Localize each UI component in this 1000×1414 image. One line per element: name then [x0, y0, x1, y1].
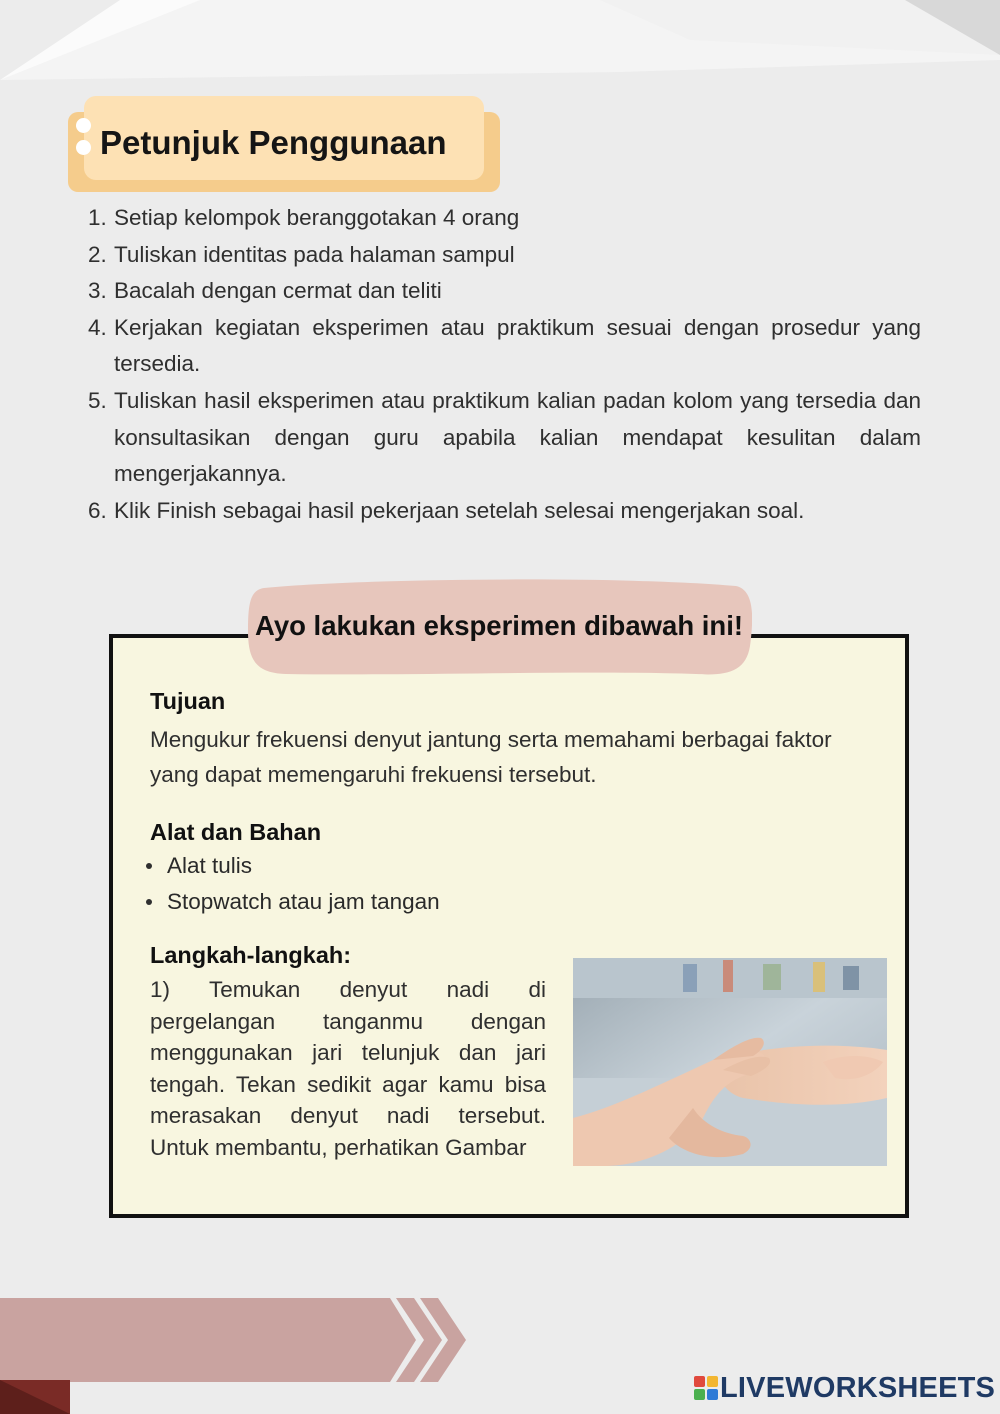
instruction-item	[88, 200, 921, 237]
experiment-header-badge	[246, 576, 752, 678]
instruction-list	[88, 200, 921, 529]
instruction-item	[88, 383, 921, 493]
instruction-item	[88, 310, 921, 383]
steps-title: Langkah-langkah:	[150, 942, 352, 968]
tools-title: Alat dan Bahan	[150, 819, 322, 845]
tools-list	[144, 848, 440, 920]
step-line: merasakan denyut nadi tersebut.	[150, 1103, 546, 1129]
instruction-text: Tuliskan hasil eksperimen atau praktikum kalian padan kolom yang tersedia dan konsultasikan dengan guru apabila kalian mendapat kesulitan dalam mengerjakannya.	[114, 387, 921, 487]
instruction-number: 5.	[88, 387, 107, 413]
instruction-item	[88, 493, 921, 530]
instruction-text: Setiap kelompok beranggotakan 4 orang	[114, 205, 520, 230]
instruction-text: Kerjakan kegiatan eksperimen atau praktikum sesuai dengan prosedur yang tersedia.	[114, 314, 921, 377]
instruction-text: Tuliskan identitas pada halaman sampul	[114, 241, 515, 267]
footer-decoration	[0, 1298, 470, 1414]
section-title-badge	[68, 96, 500, 196]
step-line: 1) Temukan denyut nadi di	[150, 977, 546, 1002]
instruction-number: 2.	[88, 241, 107, 267]
step-line: tengah. Tekan sedikit agar kamu bisa	[150, 1071, 546, 1097]
instruction-text: Bacalah dengan cermat dan teliti	[114, 278, 442, 304]
instruction-number: 6.	[88, 497, 107, 523]
tools-item: Stopwatch atau jam tangan	[144, 884, 440, 920]
step-1-text	[150, 974, 546, 1164]
liveworksheets-logo-icon	[694, 1376, 718, 1400]
brand-name: LIVEWORKSHEETS	[720, 1371, 996, 1404]
instruction-number: 1.	[88, 205, 107, 230]
experiment-heading: Ayo lakukan eksperimen dibawah ini!	[254, 610, 744, 641]
tools-item: Alat tulis	[144, 848, 440, 884]
decorative-dot	[76, 140, 91, 155]
decorative-dot	[76, 118, 91, 133]
goal-text	[150, 722, 832, 792]
step-line: Untuk membantu, perhatikan Gambar	[150, 1134, 527, 1160]
instruction-text: Klik Finish sebagai hasil pekerjaan setelah selesai mengerjakan soal.	[114, 497, 805, 523]
goal-line: yang dapat memengaruhi frekuensi tersebut.	[150, 762, 597, 787]
step-line: menggunakan jari telunjuk dan jari	[150, 1040, 546, 1066]
brand-logo	[694, 1370, 995, 1406]
instruction-number: 3.	[88, 278, 107, 304]
instruction-item	[88, 237, 921, 274]
pulse-check-photo	[573, 958, 887, 1166]
goal-line: Mengukur frekuensi denyut jantung serta memahami berbagai faktor	[150, 727, 832, 752]
instruction-item	[88, 273, 921, 310]
step-line: pergelangan tanganmu dengan	[150, 1008, 546, 1034]
instruction-number: 4.	[88, 314, 107, 340]
page-title: Petunjuk Penggunaan	[100, 124, 447, 161]
goal-title: Tujuan	[150, 688, 226, 714]
